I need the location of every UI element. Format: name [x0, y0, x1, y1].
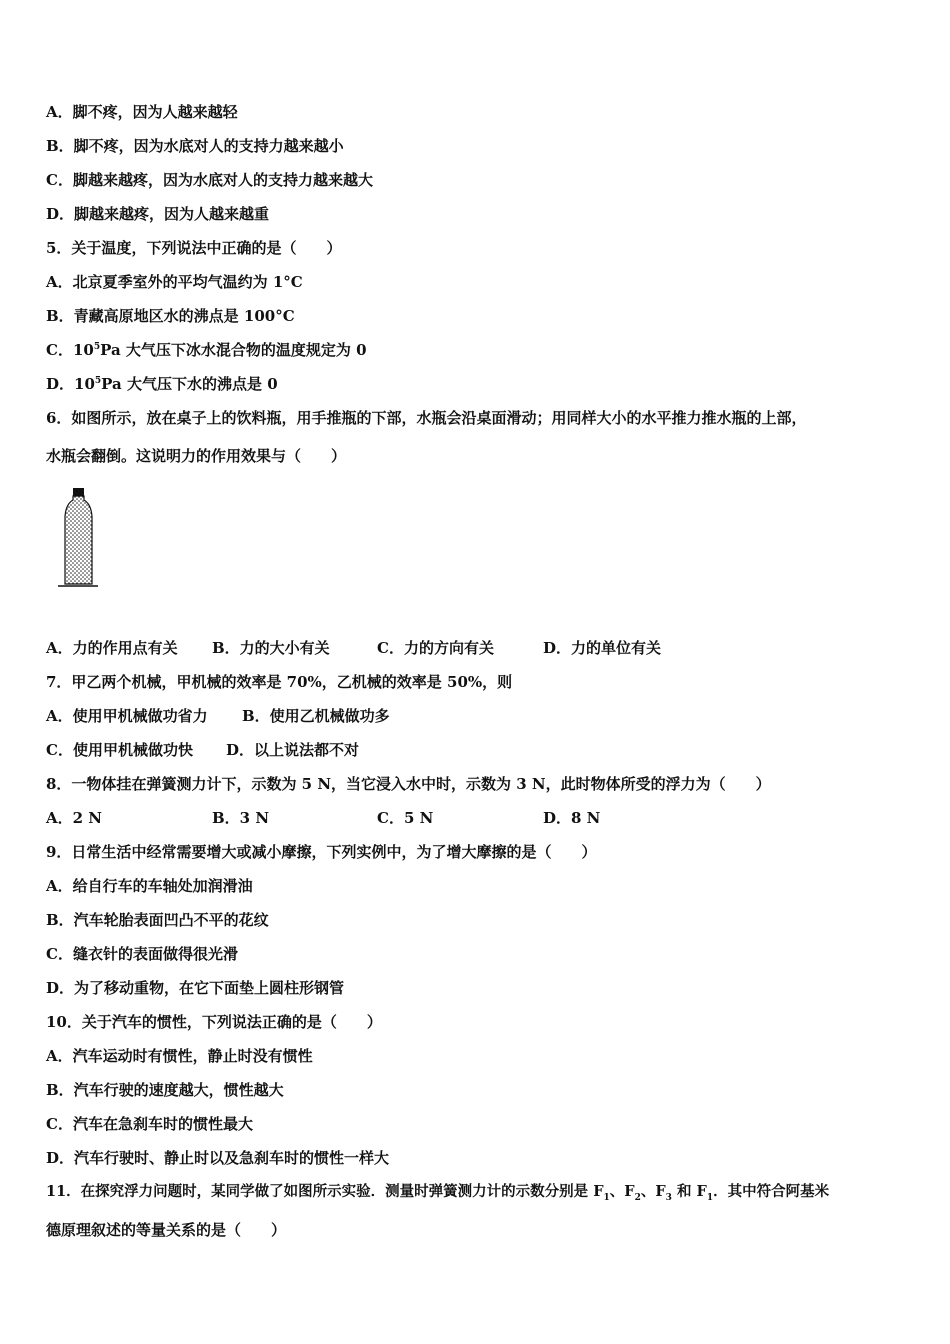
q9-option-a: A．给自行车的车轴处加润滑油 [46, 877, 253, 895]
q6-options-row [46, 638, 906, 658]
q11-sep2: 、F [640, 1183, 666, 1200]
q8-option-c: C．5 N [377, 809, 434, 827]
q5-stem: 5．关于温度，下列说法中正确的是（ ） [46, 239, 342, 257]
q9-option-c: C．缝衣针的表面做得很光滑 [46, 945, 238, 963]
q6-stem-line2: 水瓶会翻倒。这说明力的作用效果与（ ） [46, 447, 347, 465]
q10-option-a: A．汽车运动时有惯性，静止时没有惯性 [46, 1047, 313, 1065]
q10-option-d: D．汽车行驶时、静止时以及急刹车时的惯性一样大 [46, 1149, 390, 1167]
q11-stem-part1: 11．在探究浮力问题时，某同学做了如图所示实验．测量时弹簧测力计的示数分别是 F [46, 1183, 604, 1200]
q9-option-b: B．汽车轮胎表面凹凸不平的花纹 [46, 911, 269, 929]
q7-option-c: C．使用甲机械做功快 [46, 741, 193, 759]
q4-option-c: C．脚越来越疼，因为水底对人的支持力越来越大 [46, 171, 373, 189]
q11-stem-line2: 德原理叙述的等量关系的是（ ） [46, 1221, 287, 1239]
q5-option-b: B．青藏高原地区水的沸点是 100°C [46, 307, 295, 325]
q6-option-c: C．力的方向有关 [377, 639, 494, 657]
q7-option-b: B．使用乙机械做功多 [242, 707, 390, 725]
q6-option-a: A．力的作用点有关 [46, 639, 178, 657]
bottle-body [65, 496, 92, 584]
q8-stem: 8．一物体挂在弹簧测力计下，示数为 5 N，当它浸入水中时，示数为 3 N，此时物体所受的浮力为（ ） [46, 775, 771, 793]
q7-options-row1 [46, 706, 906, 726]
q7-option-a: A．使用甲机械做功省力 [46, 707, 208, 725]
q8-option-a: A．2 N [46, 809, 103, 827]
q11-sep3: 和 F [671, 1183, 707, 1200]
q4-option-a: A．脚不疼，因为人越来越轻 [46, 103, 238, 121]
q11-f1-subscript: 1 [603, 1192, 610, 1203]
q6-option-b: B．力的大小有关 [212, 639, 330, 657]
q11-sep1: 、F [609, 1183, 635, 1200]
q8-option-d: D．8 N [543, 809, 601, 827]
q4-option-b: B．脚不疼，因为水底对人的支持力越来越小 [46, 137, 344, 155]
q5-option-d [46, 374, 278, 394]
q5-option-c [46, 340, 367, 360]
bottle-cap [73, 488, 84, 496]
q7-options-row2 [46, 740, 906, 760]
q11-stem-part2: ．其中符合阿基米 [713, 1183, 830, 1200]
q10-stem: 10．关于汽车的惯性，下列说法正确的是（ ） [46, 1013, 382, 1031]
q11-stem-line1 [46, 1182, 829, 1202]
q5-option-d-exponent: 5 [94, 376, 102, 386]
q10-option-c: C．汽车在急刹车时的惯性最大 [46, 1115, 253, 1133]
q5-option-a: A．北京夏季室外的平均气温约为 1°C [46, 273, 303, 291]
q6-stem-line1: 6．如图所示，放在桌子上的饮料瓶，用手推瓶的下部，水瓶会沿桌面滑动；用同样大小的水平推力推水瓶的上部， [46, 409, 807, 427]
q6-option-d: D．力的单位有关 [543, 639, 662, 657]
q5-option-d-prefix: D．10 [46, 375, 95, 393]
q9-option-d: D．为了移动重物，在它下面垫上圆柱形钢管 [46, 979, 345, 997]
q5-option-c-exponent: 5 [93, 342, 101, 352]
q5-option-d-rest: Pa 大气压下水的沸点是 0 [101, 375, 278, 393]
q7-stem: 7．甲乙两个机械，甲机械的效率是 70%，乙机械的效率是 50%，则 [46, 673, 513, 691]
q4-option-d: D．脚越来越疼，因为人越来越重 [46, 205, 270, 223]
q8-option-b: B．3 N [212, 809, 270, 827]
q5-option-c-rest: Pa 大气压下冰水混合物的温度规定为 0 [100, 341, 367, 359]
q7-option-d: D．以上说法都不对 [226, 741, 360, 759]
bottle-figure [56, 486, 100, 590]
q5-option-c-prefix: C．10 [46, 341, 94, 359]
q8-options-row [46, 808, 906, 828]
q11-f4-subscript: 1 [706, 1192, 714, 1203]
q10-option-b: B．汽车行驶的速度越大，惯性越大 [46, 1081, 284, 1099]
q11-f3-subscript: 3 [665, 1192, 672, 1203]
q11-f2-subscript: 2 [634, 1192, 641, 1203]
q9-stem: 9．日常生活中经常需要增大或减小摩擦，下列实例中，为了增大摩擦的是（ ） [46, 843, 597, 861]
